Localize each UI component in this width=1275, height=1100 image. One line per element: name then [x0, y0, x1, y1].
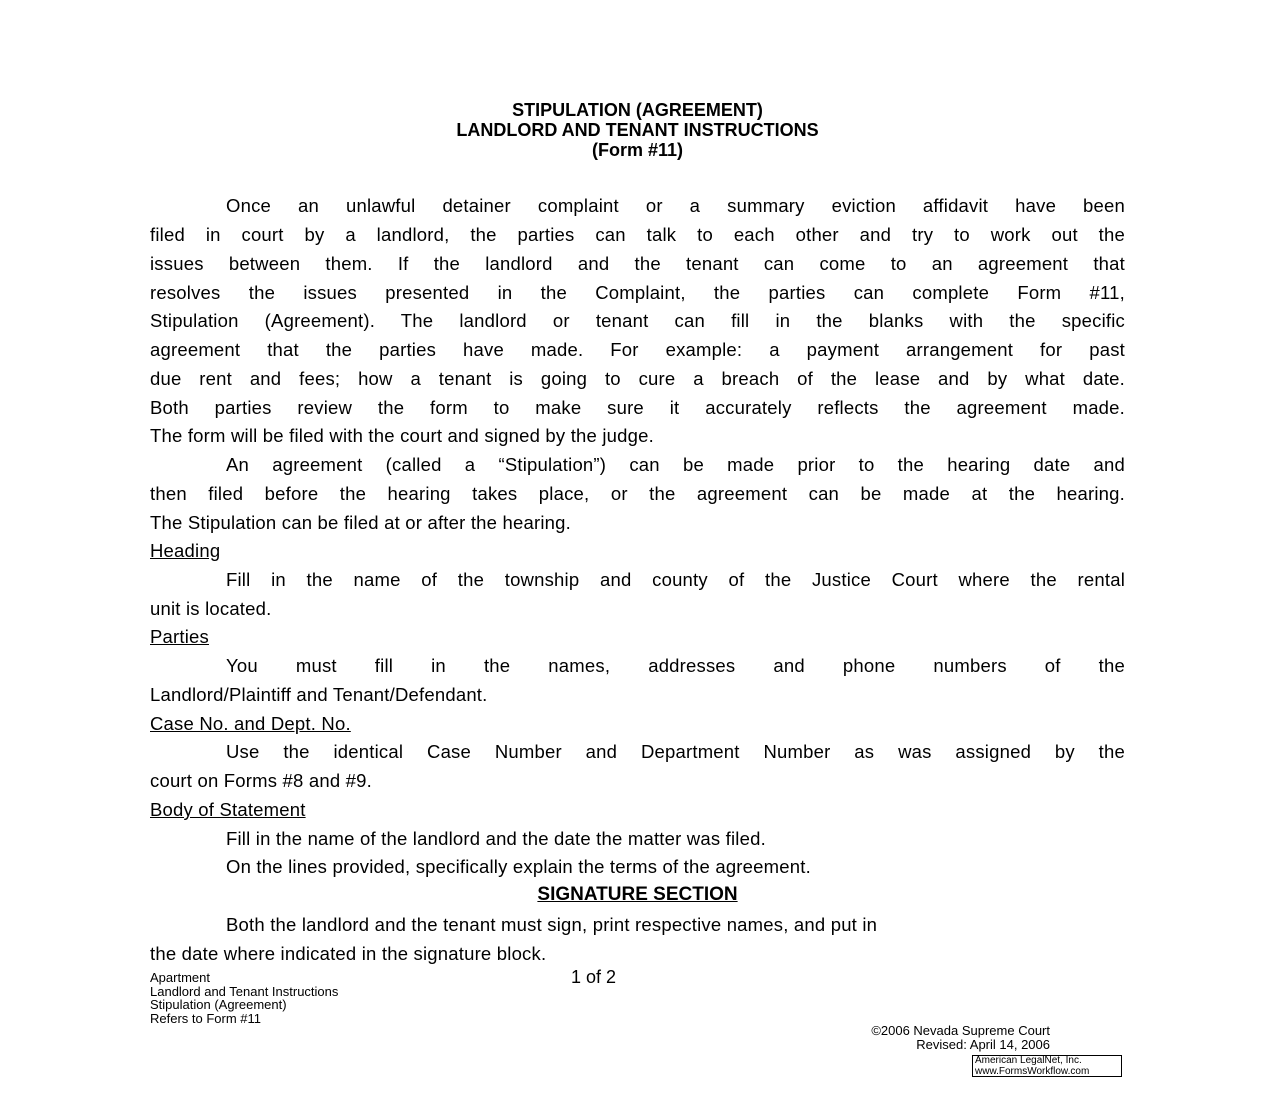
text-line: The form will be filed with the court and signed by the judge. — [150, 425, 654, 446]
text-line: filed in court by a landlord, the parties can talk to each other and try to work out the — [150, 224, 1125, 245]
text-line: Stipulation (Agreement). The landlord or tenant can fill in the blanks with the specific — [150, 310, 1125, 331]
section-title: Parties — [150, 626, 209, 647]
footer-line: Landlord and Tenant Instructions — [150, 983, 339, 999]
revised-date: Revised: April 14, 2006 — [916, 1036, 1050, 1052]
text-line: You must fill in the names, addresses and phone numbers of the — [226, 655, 1125, 676]
section-title: SIGNATURE SECTION — [537, 884, 738, 905]
footer-line: Stipulation (Agreement) — [150, 997, 287, 1012]
footer-line: Apartment — [150, 970, 210, 985]
text-line: issues between them. If the landlord and the tenant can come to an agreement that — [150, 253, 1125, 274]
publisher-url: www.FormsWorkflow.com — [975, 1065, 1090, 1077]
title-line-3: (Form #11) — [591, 140, 684, 160]
text-line: due rent and fees; how a tenant is going to cure a breach of the lease and by what date. — [150, 368, 1125, 389]
text-line: On the lines provided, specifically explain the terms of the agreement. — [226, 856, 811, 877]
text-line: resolves the issues presented in the Complaint, the parties can complete Form #11, — [150, 282, 1125, 303]
text-line: An agreement (called a “Stipulation”) can be made prior to the hearing date and — [226, 454, 1125, 475]
text-line: court on Forms #8 and #9. — [150, 770, 372, 791]
text-line: unit is located. — [150, 598, 272, 619]
title-line-2: LANDLORD AND TENANT INSTRUCTIONS — [456, 120, 819, 140]
text-line: Landlord/Plaintiff and Tenant/Defendant. — [150, 684, 488, 705]
text-line: Both the landlord and the tenant must sign, print respective names, and put in — [226, 914, 878, 935]
publisher-badge — [972, 1055, 1122, 1077]
footer-form-info — [150, 971, 338, 1025]
text-line: Once an unlawful detainer complaint or a summary eviction affidavit have been — [226, 195, 1125, 216]
section-title: Heading — [150, 540, 221, 561]
text-line: then filed before the hearing takes place, or the agreement can be made at the hearing. — [150, 483, 1125, 504]
text-line: Both parties review the form to make sure it accurately reflects the agreement made. — [150, 397, 1125, 418]
text-line: Fill in the name of the landlord and the date the matter was filed. — [226, 828, 766, 849]
text-line: the date where indicated in the signature block. — [150, 943, 547, 964]
section-title: Case No. and Dept. No. — [150, 713, 351, 734]
text-line: The Stipulation can be filed at or after the hearing. — [150, 512, 571, 533]
section-title: Body of Statement — [150, 799, 306, 820]
text-line: Use the identical Case Number and Department Number as was assigned by the — [226, 741, 1125, 762]
text-line: Fill in the name of the township and county of the Justice Court where the rental — [226, 569, 1125, 590]
title-line-1: STIPULATION (AGREEMENT) — [512, 100, 763, 120]
page-number: 1 of 2 — [571, 967, 617, 987]
footer-line: Refers to Form #11 — [150, 1010, 262, 1026]
footer-copyright-block — [871, 1024, 1050, 1051]
copyright: ©2006 Nevada Supreme Court — [871, 1023, 1050, 1038]
text-line: agreement that the parties have made. For example: a payment arrangement for past — [150, 339, 1125, 360]
publisher-name: American LegalNet, Inc. — [975, 1055, 1082, 1066]
